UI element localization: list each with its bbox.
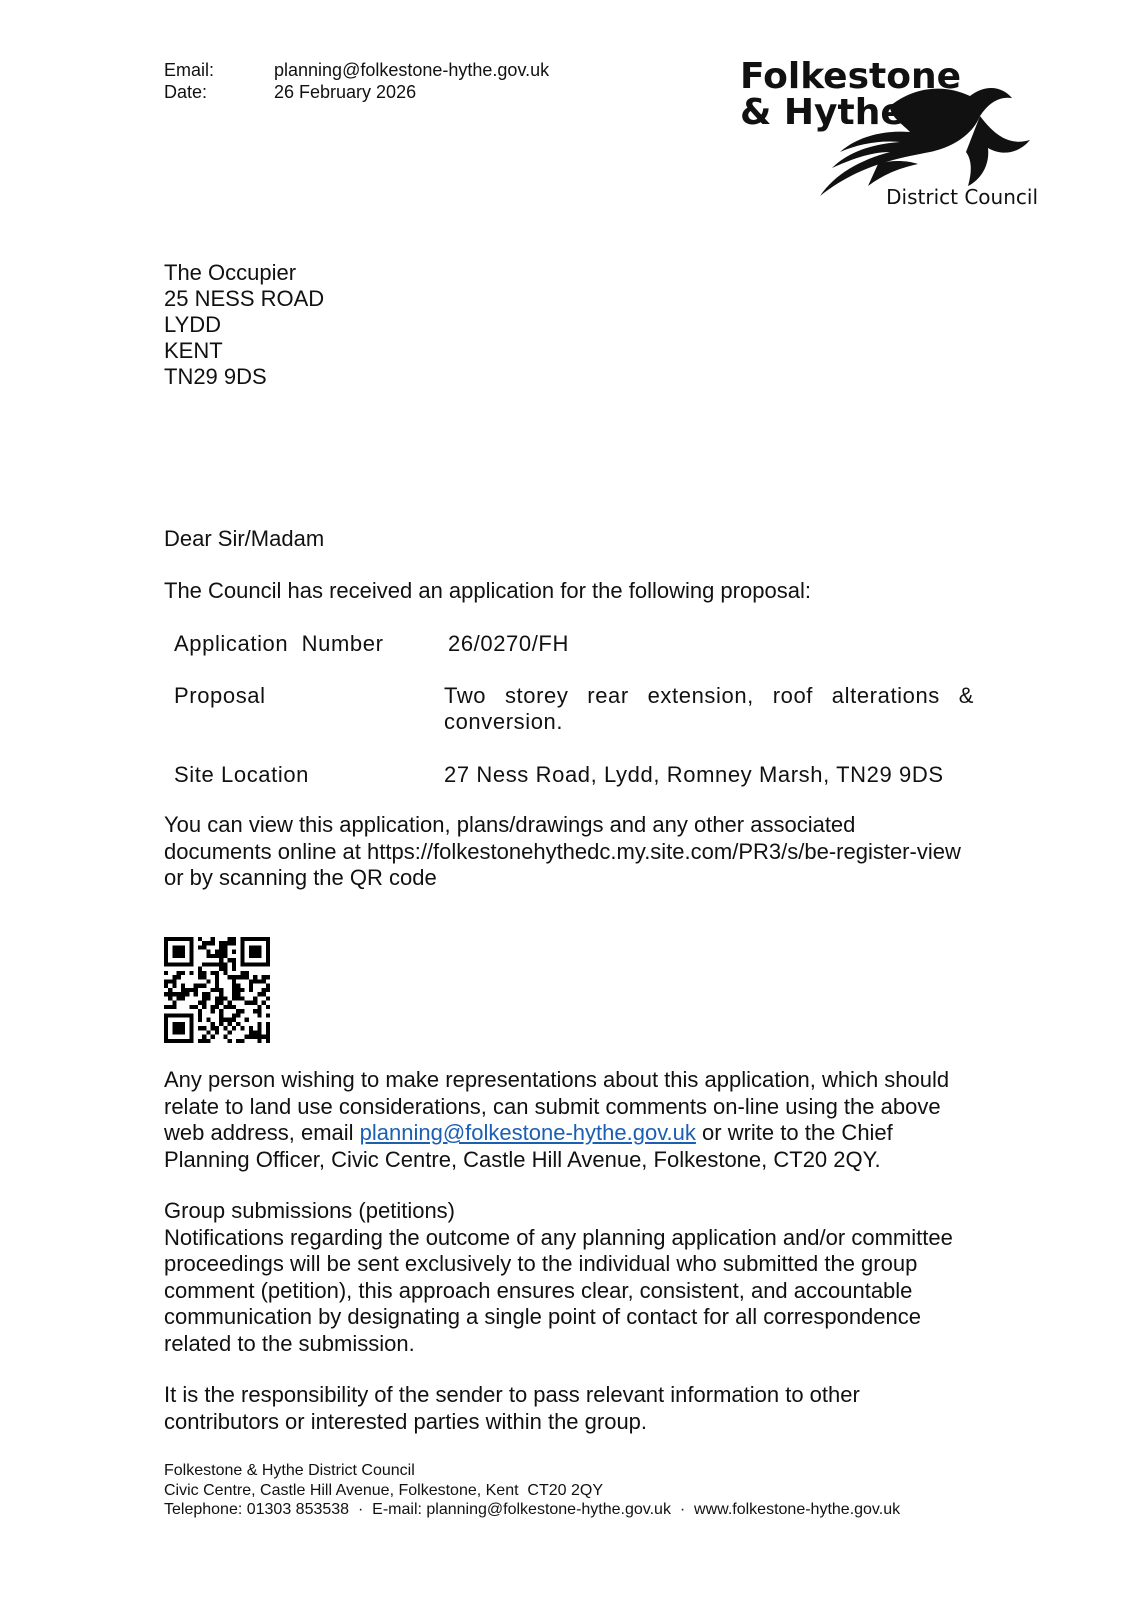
responsibility-line: It is the responsibility of the sender to pass relevant information to other — [164, 1382, 860, 1407]
logo-line2: & Hythe — [740, 92, 905, 133]
footer-line: Civic Centre, Castle Hill Avenue, Folkestone, Kent CT20 2QY — [164, 1481, 604, 1499]
group-line: communication by designating a single point of contact for all correspondence — [164, 1304, 922, 1329]
group-line: proceedings will be sent exclusively to the individual who submitted the group — [164, 1251, 918, 1276]
reps-line: Any person wishing to make representations about this application, which should — [164, 1067, 950, 1092]
view-line: or by scanning the QR code — [164, 865, 437, 890]
council-logo — [740, 56, 1040, 216]
application-number-value: 26/0270/FH — [448, 631, 569, 656]
site-location-row — [174, 762, 974, 790]
planning-email-link[interactable]: planning@folkestone-hythe.gov.uk — [359, 1120, 696, 1145]
site-location-value: 27 Ness Road, Lydd, Romney Marsh, TN29 9DS — [444, 762, 944, 787]
reps-line — [164, 1120, 1014, 1147]
email-value: planning@folkestone-hythe.gov.uk — [274, 60, 550, 80]
group-line: Notifications regarding the outcome of any planning application and/or committee — [164, 1224, 953, 1250]
qr-code-icon[interactable] — [164, 937, 270, 1043]
view-line: You can view this application, plans/drawings and any other associated — [164, 812, 856, 837]
responsibility-paragraph — [164, 1382, 1014, 1435]
intro-text: The Council has received an application for the following proposal: — [164, 578, 811, 603]
footer-line: Folkestone & Hythe District Council — [164, 1462, 415, 1479]
address-line: KENT — [164, 338, 223, 363]
salutation: Dear Sir/Madam — [164, 526, 325, 551]
responsibility-line: contributors or interested parties within the group. — [164, 1408, 648, 1434]
recipient-address — [164, 260, 324, 390]
reps-line: relate to land use considerations, can submit comments on-line using the above — [164, 1093, 941, 1119]
proposal-label: Proposal — [174, 683, 266, 708]
email-label: Email: — [164, 60, 215, 80]
group-line: related to the submission. — [164, 1330, 415, 1356]
site-location-label: Site Location — [174, 762, 309, 787]
date-value: 26 February 2026 — [274, 82, 417, 102]
application-number-row — [174, 631, 974, 659]
representations-paragraph — [164, 1067, 1014, 1173]
address-line: The Occupier — [164, 260, 297, 285]
group-heading: Group submissions (petitions) — [164, 1198, 456, 1223]
email-row — [164, 59, 614, 81]
logo-subtitle: District Council — [886, 185, 1038, 209]
proposal-value: Two storey rear extension, roof alterations & conversion. — [444, 683, 974, 734]
group-line: comment (petition), this approach ensures clear, consistent, and accountable — [164, 1277, 913, 1303]
logo-line1: Folkestone — [740, 56, 962, 97]
address-line: TN29 9DS — [164, 364, 267, 389]
reps-line: Planning Officer, Civic Centre, Castle Hill Avenue, Folkestone, CT20 2QY. — [164, 1146, 881, 1172]
reps-line3-post: or write to the Chief — [695, 1120, 893, 1145]
horse-icon — [740, 56, 1040, 216]
reps-line3-pre: web address, email — [164, 1120, 360, 1145]
view-application-paragraph — [164, 812, 1014, 892]
date-label: Date: — [164, 82, 208, 102]
proposal-row — [174, 683, 974, 739]
group-submissions-section — [164, 1198, 1014, 1357]
address-line: 25 NESS ROAD — [164, 286, 325, 311]
footer — [164, 1461, 900, 1520]
view-line: documents online at https://folkestonehythedc.my.site.com/PR3/s/be-register-view — [164, 838, 961, 864]
address-line: LYDD — [164, 312, 222, 337]
date-row — [164, 81, 614, 103]
footer-line: Telephone: 01303 853538 · E-mail: planning@folkestone-hythe.gov.uk · www.folkestone-hythe.gov.uk — [164, 1501, 901, 1518]
application-number-label: Application Number — [174, 631, 384, 656]
